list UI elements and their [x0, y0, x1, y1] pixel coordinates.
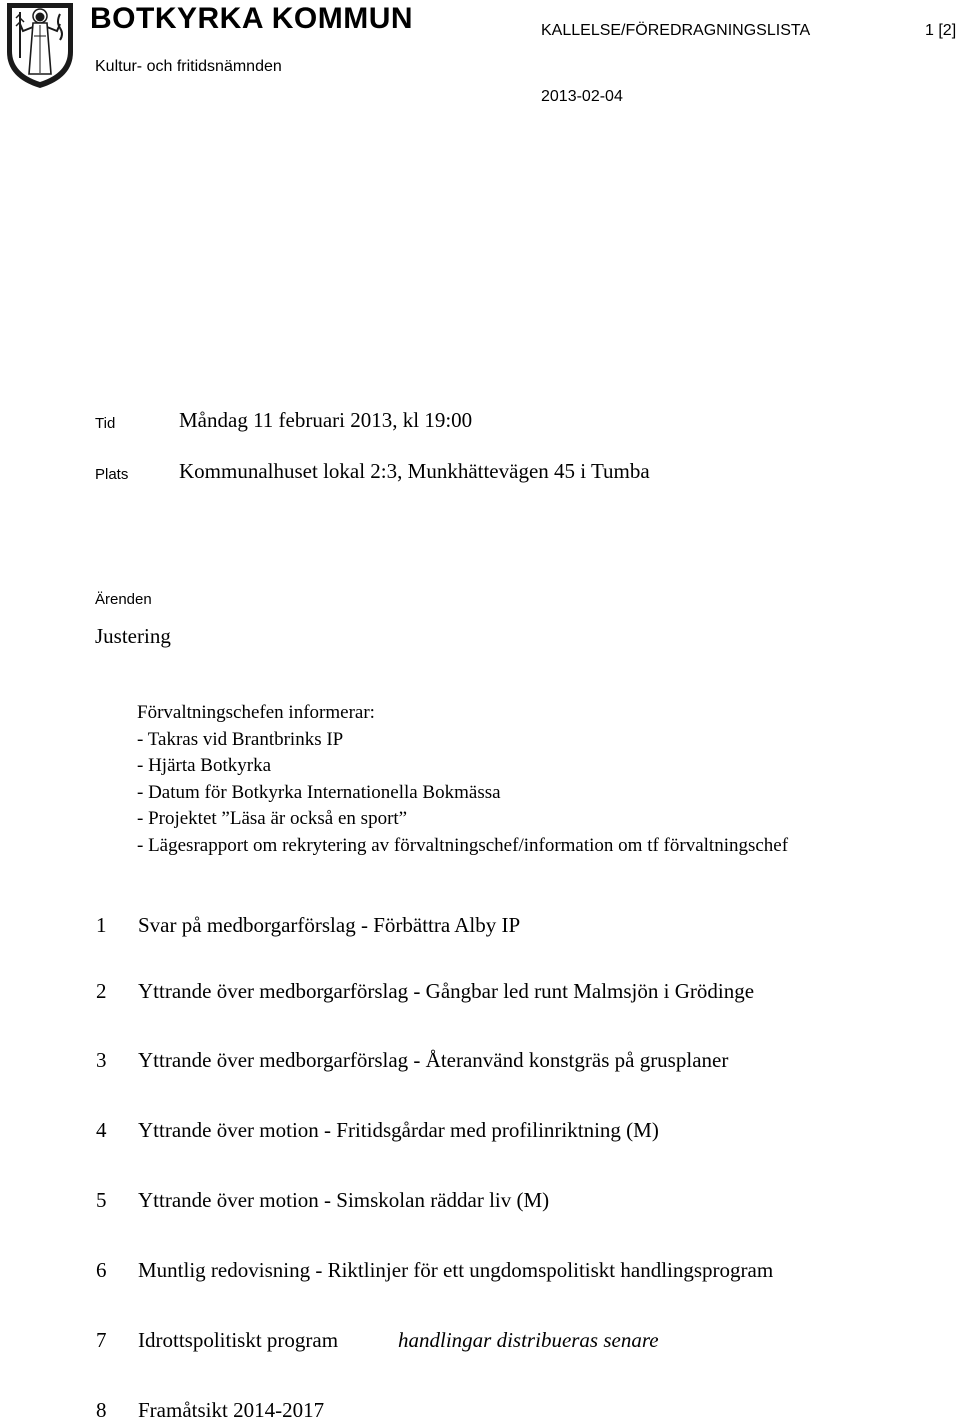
agenda-item-number: 4	[96, 1118, 107, 1142]
agenda-item-note: handlingar distribueras senare	[398, 1328, 659, 1352]
agenda-item-text: Yttrande över motion - Fritidsgårdar med profilinriktning (M)	[138, 1118, 659, 1142]
agenda-item-text: Framåtsikt 2014-2017	[138, 1398, 325, 1422]
place-label: Plats	[95, 466, 129, 483]
agenda-item-number: 7	[96, 1328, 107, 1352]
agenda-item-text: Yttrande över medborgarförslag - Gångbar led runt Malmsjön i Grödinge	[138, 979, 755, 1003]
info-line: - Datum för Botkyrka Internationella Bokmässa	[137, 781, 501, 803]
agenda-item-text: Yttrande över medborgarförslag - Återanvänd konstgräs på grusplaner	[138, 1048, 729, 1072]
time-value: Måndag 11 februari 2013, kl 19:00	[179, 408, 473, 432]
agenda-item-number: 6	[96, 1258, 107, 1282]
agenda-item-number: 3	[96, 1048, 107, 1072]
agenda-item-number: 5	[96, 1188, 107, 1212]
info-line: - Takras vid Brantbrinks IP	[137, 728, 344, 750]
coat-of-arms-logo	[4, 0, 76, 90]
document-date: 2013-02-04	[541, 88, 623, 105]
information-block	[137, 700, 788, 859]
agenda-item-number: 2	[96, 979, 107, 1003]
info-line: - Lägesrapport om rekrytering av förvaltningschef/information om tf förvaltningschef	[137, 834, 789, 856]
agenda-item-text: Yttrande över motion - Simskolan räddar liv (M)	[138, 1188, 550, 1212]
agenda-justering: Justering	[95, 624, 171, 648]
agenda-item-number: 1	[96, 913, 107, 937]
info-line: Förvaltningschefen informerar:	[137, 702, 375, 723]
municipality-name: BOTKYRKA KOMMUN	[90, 2, 414, 35]
committee-name: Kultur- och fritidsnämnden	[95, 58, 282, 75]
info-line: - Projektet ”Läsa är också en sport”	[137, 808, 408, 829]
agenda-item-text: Svar på medborgarförslag - Förbättra Alby IP	[138, 913, 521, 937]
time-label: Tid	[95, 415, 116, 432]
info-line: - Hjärta Botkyrka	[137, 755, 272, 776]
document-type: KALLELSE/FÖREDRAGNINGSLISTA	[541, 22, 811, 39]
agenda-item-number: 8	[96, 1398, 107, 1422]
agenda-item-text: Muntlig redovisning - Riktlinjer för ett ungdomspolitiskt handlingsprogram	[138, 1258, 774, 1282]
page-number: 1 [2]	[925, 22, 957, 39]
agenda-heading: Ärenden	[95, 591, 152, 608]
place-value: Kommunalhuset lokal 2:3, Munkhättevägen 45 i Tumba	[179, 459, 650, 483]
agenda-item-text: Idrottspolitiskt program	[138, 1328, 339, 1352]
